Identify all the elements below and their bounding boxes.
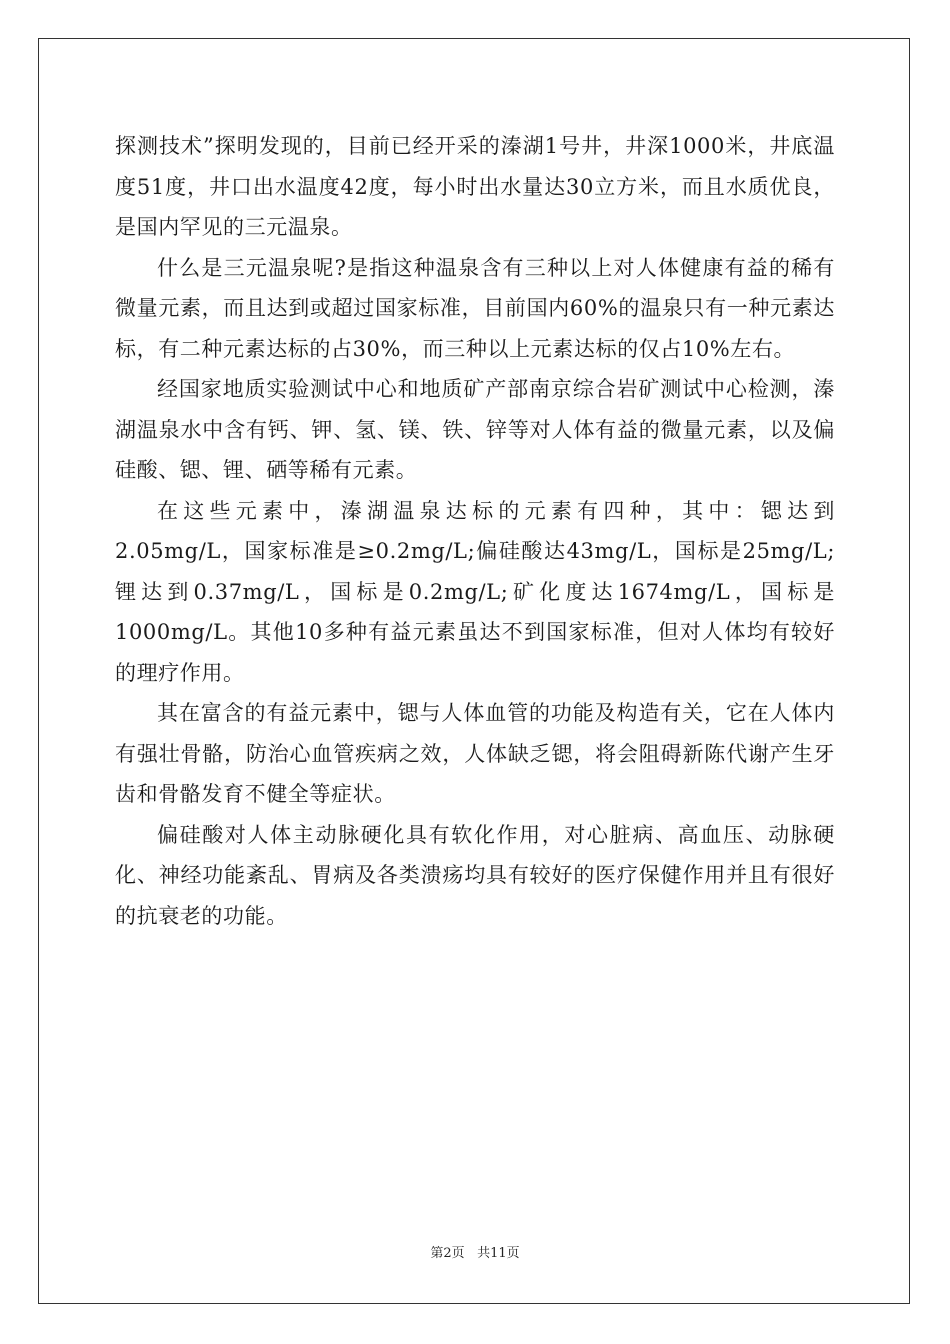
page-total: 共11页 [477,1246,520,1261]
page-number: 第2页 [430,1246,465,1261]
footer-separator [465,1246,477,1261]
paragraph-1: 探测技术”探明发现的，目前已经开采的溱湖1号井，井深1000米，井底温度51度，井口出水温度42度，每小时出水量达30立方米，而且水质优良，是国内罕见的三元温泉。 [115,134,835,239]
paragraph-4: 在这些元素中，溱湖温泉达标的元素有四种，其中：锶达到2.05mg/L，国家标准是≥0.2mg/L;偏硅酸达43mg/L，国标是25mg/L;锂达到0.37mg/L，国标是0.2mg/L;矿化度达1674mg/L，国标是1000mg/L。其他10多种有益元素虽达不到国家标准，但对人体均有较好的理疗作用。 [115,498,835,685]
paragraph-3: 经国家地质实验测试中心和地质矿产部南京综合岩矿测试中心检测，溱湖温泉水中含有钙、钾、氢、镁、铁、锌等对人体有益的微量元素，以及偏硅酸、锶、锂、硒等稀有元素。 [115,377,835,482]
paragraph-2: 什么是三元温泉呢?是指这种温泉含有三种以上对人体健康有益的稀有微量元素，而且达到或超过国家标准，目前国内60%的温泉只有一种元素达标，有二种元素达标的占30%，而三种以上元素达标的仅占10%左右。 [115,255,835,361]
document-body [115,126,835,936]
page-footer [0,1242,950,1261]
paragraph-5: 其在富含的有益元素中，锶与人体血管的功能及构造有关，它在人体内有强壮骨骼，防治心血管疾病之效，人体缺乏锶，将会阻碍新陈代谢产生牙齿和骨骼发育不健全等症状。 [115,701,835,806]
paragraph-6: 偏硅酸对人体主动脉硬化具有软化作用，对心脏病、高血压、动脉硬化、神经功能紊乱、胃病及各类溃疡均具有较好的医疗保健作用并且有很好的抗衰老的功能。 [115,822,835,928]
